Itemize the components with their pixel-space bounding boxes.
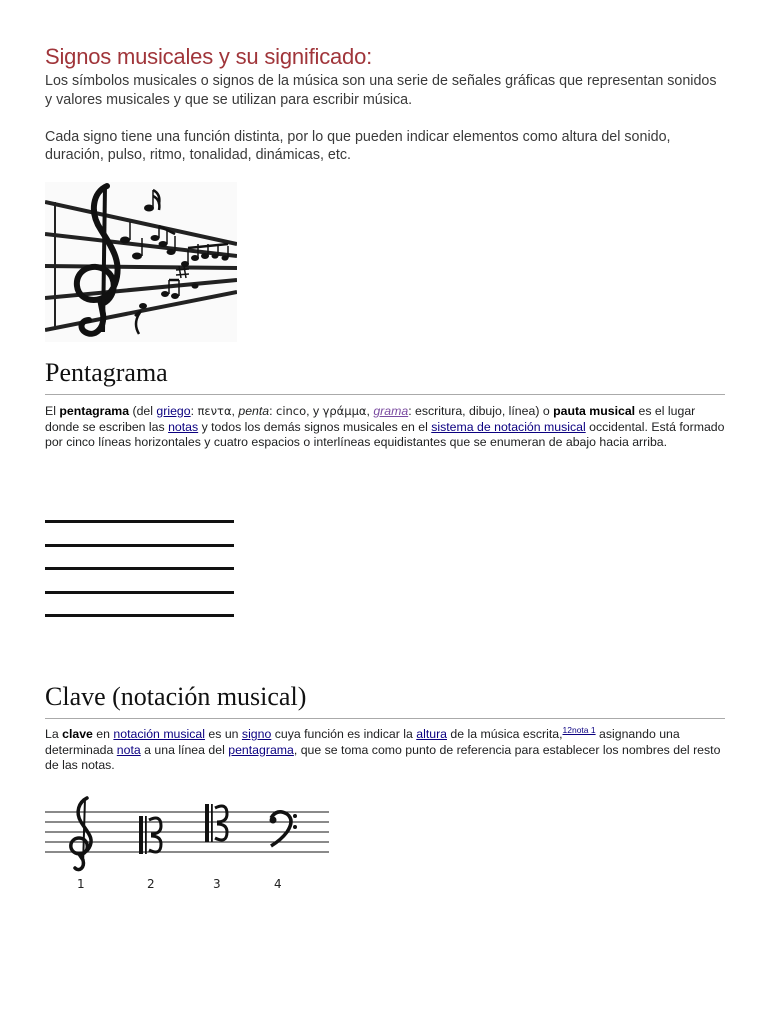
clef-label: 4 [274, 877, 282, 891]
text: : escritura, dibujo, línea) o [408, 404, 554, 418]
text: El [45, 404, 60, 418]
link-pentagrama[interactable]: pentagrama [228, 742, 294, 757]
treble-clef-staff-image [45, 182, 237, 342]
text: : [269, 404, 276, 418]
staff-line [45, 591, 234, 594]
link-notacion-musical[interactable]: notación musical [113, 727, 205, 741]
text: (del [129, 404, 157, 418]
greek-word-gramma: γράμμα [322, 404, 367, 418]
treble-clef-icon [71, 798, 91, 870]
text: asignando una determinada [45, 727, 680, 757]
clave-heading-rule [45, 718, 725, 719]
link-signo[interactable]: signo [241, 727, 272, 741]
clef-label: 3 [213, 877, 221, 891]
staff-line [45, 520, 234, 523]
text: , [366, 404, 374, 418]
text: : [190, 404, 198, 418]
link-nota[interactable]: nota [116, 742, 141, 757]
footnote-link[interactable]: 12nota 1 [562, 724, 596, 735]
intro-paragraph-2: Cada signo tiene una función distinta, por lo que pueden indicar elementos como altura del sonido, duración, pulso, ritmo, tonalidad, dinámicas, etc. [45, 128, 671, 163]
clave-paragraph [45, 724, 725, 774]
clave-heading: Clave (notación musical) [45, 682, 307, 711]
intro-paragraph-1: Los símbolos musicales o signos de la música son una serie de señales gráficas que representan sonidos y valores musicales y que se utilizan para escribir música. [45, 73, 717, 108]
text: a una línea del [140, 742, 229, 757]
main-title: Signos musicales y su significado: [45, 44, 373, 69]
text: en [92, 727, 114, 741]
bass-clef-icon [270, 812, 298, 846]
bold-term-pauta-musical: pauta musical [553, 404, 636, 418]
word-cinco: cinco [276, 404, 307, 418]
pentagrama-paragraph [45, 404, 725, 451]
text: La [45, 727, 63, 741]
staff-line [45, 614, 234, 617]
bold-term-clave: clave [62, 727, 93, 741]
text: es el lugar donde se escriben las [45, 404, 696, 434]
text: y todos los demás signos musicales en el [198, 419, 432, 434]
text: occidental. Está formado por cinco líneas horizontales y cuatro espacios o interlíneas equidistantes que se enumeran de abajo hacia arriba. [45, 419, 725, 450]
link-sistema-de-notacion[interactable]: sistema de notación musical [431, 419, 586, 434]
italic-penta: penta [238, 404, 270, 418]
text: , que se toma como punto de referencia para establecer los nombres del resto de las notas. [45, 742, 721, 773]
text: de la música escrita, [447, 727, 563, 741]
link-notas[interactable]: notas [168, 419, 199, 434]
text: , y [306, 404, 323, 418]
c-clef-icon [205, 804, 227, 842]
clef-label: 1 [77, 877, 85, 891]
text: , [231, 404, 239, 418]
pentagrama-heading-rule [45, 394, 725, 395]
pentagrama-heading: Pentagrama [45, 358, 168, 387]
link-griego[interactable]: griego [156, 404, 191, 418]
link-grama[interactable]: grama [373, 404, 409, 418]
staff-line [45, 544, 234, 547]
link-altura[interactable]: altura [416, 727, 448, 741]
bold-term-pentagrama: pentagrama [59, 404, 130, 418]
intro-text [45, 72, 725, 165]
clef-label: 2 [147, 877, 155, 891]
text: es un [205, 727, 242, 741]
text: cuya función es indicar la [271, 727, 417, 741]
clefs-image [45, 794, 331, 894]
greek-word-penta: πεντα [197, 404, 232, 418]
staff-line [45, 567, 234, 570]
